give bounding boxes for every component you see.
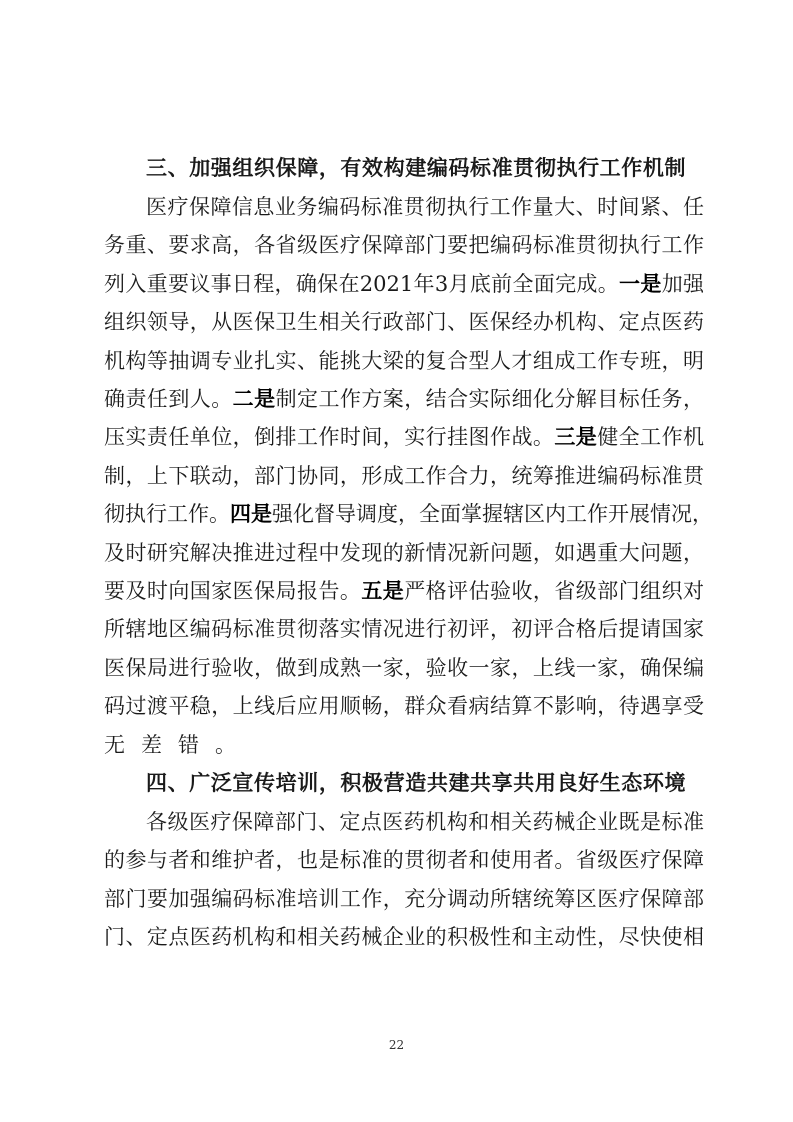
section-heading-4: 四、广泛宣传培训，积极营造共建共享共用良好生态环境 (146, 771, 686, 795)
text-run: 制，上下联动，部门协同，形成工作合力，统筹推进编码标准贯 (104, 463, 704, 488)
text-run: 医保局进行验收，做到成熟一家，验收一家，上线一家，确保编 (104, 655, 704, 680)
text-run: 码过渡平稳，上线后应用顺畅，群众看病结算不影响，待遇享受 (104, 694, 704, 719)
text-run: 强化督导调度，全面掌握辖区内工作开展情况， (272, 502, 713, 527)
text-run: 机构等抽调专业扎实、能挑大梁的复合型人才组成工作专班，明 (104, 348, 704, 373)
text-run: 门、定点医药机构和相关药械企业的积极性和主动性，尽快使相 (104, 925, 704, 950)
text-run: 组织领导，从医保卫生相关行政部门、医保经办机构、定点医药 (104, 310, 704, 335)
bold-keyword: 二是 (232, 386, 276, 411)
text-line (104, 461, 704, 491)
text-line (104, 576, 704, 606)
text-run: 严格评估验收，省级部门组织对 (404, 579, 705, 603)
text-line (104, 730, 704, 760)
text-run: 及时研究解决推进过程中发现的新情况新问题，如遇重大问题， (104, 540, 704, 565)
text-line (104, 538, 704, 568)
text-line (104, 845, 704, 875)
text-run: 的参与者和维护者，也是标准的贯彻者和使用者。省级医疗保障 (104, 848, 704, 873)
text-run: 部门要加强编码标准培训工作，充分调动所辖统筹区医疗保障部 (104, 886, 704, 911)
bold-keyword: 一是 (619, 270, 662, 296)
bold-keyword: 三是 (554, 424, 598, 450)
text-run: 列入重要议事日程，确保在2021年3月底前全面完成。 (104, 271, 620, 296)
section-heading-3: 三、加强组织保障，有效构建编码标准贯彻执行工作机制 (146, 156, 686, 180)
text-run: 彻执行工作。 (104, 502, 230, 527)
text-run: 加强 (661, 271, 705, 296)
text-line (104, 922, 704, 952)
text-run: 制定工作方案，结合实际细化分解目标任务， (275, 387, 705, 411)
text-line (104, 307, 704, 337)
text-line (104, 691, 704, 721)
text-line (104, 384, 704, 414)
text-line (104, 499, 713, 529)
text-run: 压实责任单位，倒排工作时间，实行挂图作战。 (104, 425, 555, 450)
text-line (104, 269, 704, 299)
text-line (104, 346, 704, 376)
bold-keyword: 五是 (361, 578, 405, 603)
page-number: 22 (388, 1038, 405, 1052)
text-line (104, 884, 704, 914)
text-run: 各级医疗保障部门、定点医药机构和相关药械企业既是标准 (146, 810, 704, 834)
text-run: 无差错。 (104, 732, 252, 757)
text-run: 务重、要求高，各省级医疗保障部门要把编码标准贯彻执行工作 (104, 233, 704, 258)
text-line (104, 653, 704, 683)
text-line (104, 614, 704, 644)
text-run: 确责任到人。 (104, 387, 233, 411)
text-run: 医疗保障信息业务编码标准贯彻执行工作量大、时间紧、任 (146, 195, 704, 219)
bold-keyword: 四是 (230, 501, 272, 527)
text-run: 健全工作机 (597, 425, 705, 450)
text-line (146, 192, 704, 222)
text-run: 要及时向国家医保局报告。 (104, 579, 362, 603)
text-line (104, 422, 704, 452)
text-run: 所辖地区编码标准贯彻落实情况进行初评，初评合格后提请国家 (104, 617, 704, 642)
text-line (104, 230, 704, 260)
text-line (146, 807, 704, 837)
